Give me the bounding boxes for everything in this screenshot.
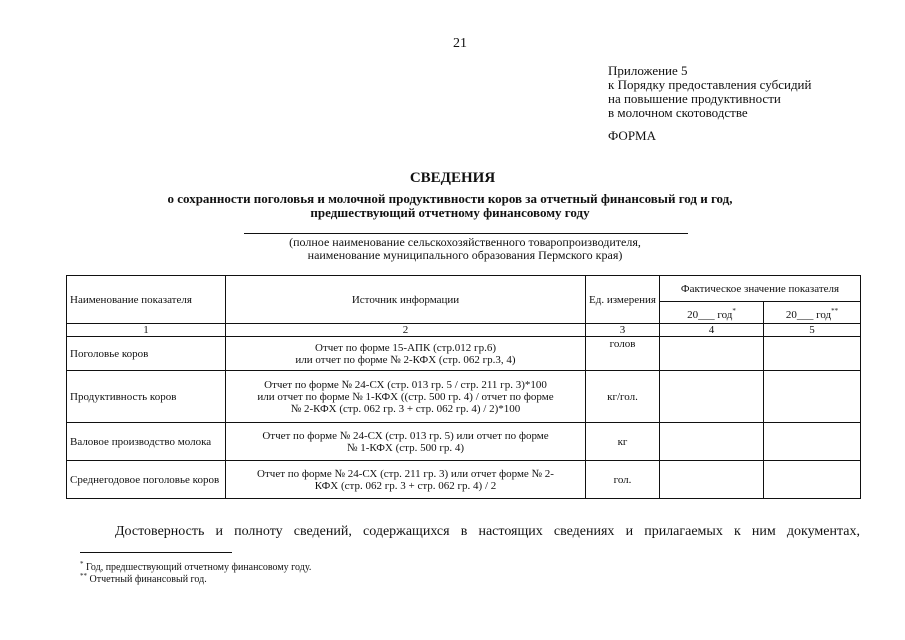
source-line: № 2-КФХ (стр. 062 гр. 3 + стр. 062 гр. 4) / 2)*100 — [290, 402, 521, 415]
source-line: Отчет по форме 15-АПК (стр.012 гр.6) — [315, 341, 496, 354]
source-line: или отчет по форме № 2-КФХ (стр. 062 гр.3, 4) — [295, 353, 516, 366]
appendix-line: в молочном скотоводстве — [608, 105, 748, 120]
appendix-line: к Порядку предоставления субсидий — [608, 77, 812, 92]
indicator-name: Поголовье коров — [67, 337, 226, 371]
column-number: 5 — [764, 324, 861, 337]
indicators-table — [66, 275, 861, 499]
header-indicator-name: Наименование показателя — [67, 276, 226, 324]
indicator-source — [226, 337, 586, 371]
source-line: КФХ (стр. 062 гр. 3 + стр. 062 гр. 4) / 2 — [314, 479, 497, 492]
indicator-source — [226, 423, 586, 461]
footnote-2 — [80, 572, 207, 585]
appendix-line: на повышение продуктивности — [608, 91, 781, 106]
footnote-2-text: Отчетный финансовый год. — [87, 574, 207, 585]
fill-caption-line-2: наименование муниципального образования Пермского края) — [307, 248, 623, 262]
value-year-1-cell[interactable] — [660, 371, 764, 423]
indicator-source — [226, 461, 586, 499]
year-1-footnote-mark: * — [732, 306, 736, 315]
indicator-unit: голов — [586, 337, 660, 371]
subtitle-line-1: о сохранности поголовья и молочной продуктивности коров за отчетный финансовый год и год, — [167, 191, 733, 206]
value-year-1-cell[interactable] — [660, 337, 764, 371]
value-year-2-cell[interactable] — [764, 337, 861, 371]
table-row — [67, 371, 861, 423]
footnote-2-mark: ** — [80, 572, 87, 580]
appendix-block — [608, 64, 811, 120]
value-year-2-cell[interactable] — [764, 461, 861, 499]
indicator-name: Продуктивность коров — [67, 371, 226, 423]
column-number-row — [67, 324, 861, 337]
year-2-label: 20___ год — [785, 308, 832, 321]
table-header-row — [67, 276, 861, 302]
header-actual-value: Фактическое значение показателя — [660, 276, 861, 302]
footnote-divider — [80, 552, 232, 553]
footnote-1-text: Год, предшествующий отчетному финансовому году. — [83, 562, 312, 573]
year-2-footnote-mark: ** — [831, 306, 839, 315]
column-number: 3 — [586, 324, 660, 337]
indicator-source — [226, 371, 586, 423]
indicator-name: Среднегодовое поголовье коров — [67, 461, 226, 499]
fill-in-line — [244, 233, 688, 234]
subtitle-line-2: предшествующий отчетному финансовому году — [310, 205, 590, 220]
document-subtitle — [80, 192, 820, 220]
value-year-2-cell[interactable] — [764, 423, 861, 461]
source-line: или отчет по форме № 1-КФХ ((стр. 500 гр. 4) / отчет по форме — [257, 390, 554, 403]
indicator-unit: кг — [586, 423, 660, 461]
table-row — [67, 423, 861, 461]
source-line: № 1-КФХ (стр. 500 гр. 4) — [346, 441, 465, 454]
indicator-unit: кг/гол. — [586, 371, 660, 423]
year-1-label: 20___ год — [687, 308, 733, 321]
header-source: Источник информации — [226, 276, 586, 324]
table-row — [67, 461, 861, 499]
indicator-name: Валовое производство молока — [67, 423, 226, 461]
column-number: 4 — [660, 324, 764, 337]
source-line: Отчет по форме № 24-СХ (стр. 013 гр. 5 / стр. 211 гр. 3)*100 — [264, 378, 547, 391]
source-line: Отчет по форме № 24-СХ (стр. 013 гр. 5) или отчет по форме — [262, 429, 549, 442]
table-row — [67, 337, 861, 371]
column-number: 1 — [67, 324, 226, 337]
appendix-line: Приложение 5 — [608, 63, 688, 78]
indicator-unit: гол. — [586, 461, 660, 499]
fill-in-caption — [200, 236, 730, 262]
page-number: 21 — [453, 36, 467, 51]
certification-text: Достоверность и полноту сведений, содержащихся в настоящих сведениях и прилагаемых к ним документах, — [115, 524, 860, 539]
source-line: Отчет по форме № 24-СХ (стр. 211 гр. 3) или отчет форме № 2- — [257, 467, 554, 480]
footnote-1-mark: * — [80, 560, 84, 568]
value-year-1-cell[interactable] — [660, 423, 764, 461]
form-label: ФОРМА — [608, 128, 656, 143]
value-year-1-cell[interactable] — [660, 461, 764, 499]
document-title: СВЕДЕНИЯ — [409, 170, 496, 186]
column-number: 2 — [226, 324, 586, 337]
header-year-2 — [764, 302, 861, 324]
fill-caption-line-1: (полное наименование сельскохозяйственного товаропроизводителя, — [289, 235, 641, 249]
header-unit: Ед. измерения — [586, 276, 660, 324]
header-year-1 — [660, 302, 764, 324]
value-year-2-cell[interactable] — [764, 371, 861, 423]
